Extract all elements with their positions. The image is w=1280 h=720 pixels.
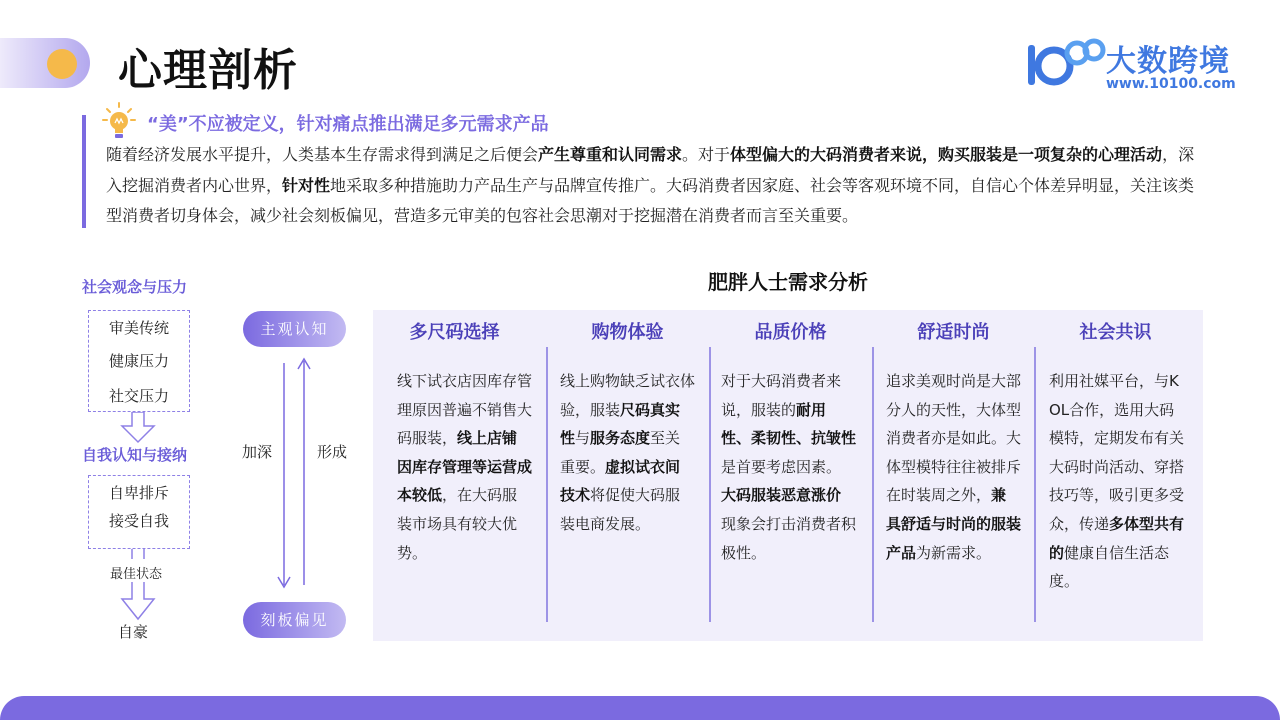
logo-name: 大数跨境 (1106, 44, 1230, 79)
column-text-part: 为新需求。 (916, 543, 992, 562)
intro-paragraph (106, 140, 1206, 232)
arrow-down-icon (278, 363, 290, 587)
social-items-box (88, 310, 190, 412)
column-text-part: 将促使大码服装电商发展。 (560, 486, 681, 533)
column-text-part: 利用社媒平台，与KOL合作，选用大码模特，定期发布有关大码时尚活动、穿搭技巧等，吸引更多受众，传递 (1049, 372, 1185, 533)
column-text-part: 是首要考虑因素。 (721, 457, 842, 476)
column-title: 多尺码选择 (409, 322, 500, 343)
column-text-bold: 服务态度 (590, 429, 651, 448)
social-item: 社交压力 (108, 387, 169, 405)
brand-logo (1024, 36, 1244, 96)
intro-accent-bar (82, 115, 86, 228)
arrow-up-icon (298, 359, 310, 585)
analysis-column (373, 310, 536, 641)
stereotype-pill: 刻板偏见 (243, 602, 346, 638)
footer-band (0, 696, 1280, 720)
arrow-down-icon (118, 412, 158, 446)
intro-text: ，深入挖掘消费者内心世界， (106, 145, 1195, 195)
column-text-part: 健康自信生活态度。 (1049, 543, 1170, 591)
column-text-part: 线上购物缺乏试衣体验，服装 (560, 372, 696, 419)
subjective-cognition-pill: 主观认知 (243, 311, 346, 347)
intro-text-bold: 针对性 (282, 175, 331, 195)
social-pressure-label: 社会观念与压力 (82, 278, 188, 296)
page-title: 心理剖析 (118, 45, 298, 96)
deepen-label: 加深 (242, 443, 273, 461)
column-text (721, 367, 856, 567)
analysis-column (1034, 310, 1197, 641)
intro-text: 随着经济发展水平提升，人类基本生存需求得到满足之后便会 (106, 145, 539, 164)
column-text-bold: 耐用性、柔韧性、抗皱性 (721, 400, 857, 448)
best-state-label: 最佳状态 (108, 563, 164, 582)
intro-text: 地采取多种措施助力产品生产与品牌宣传推广。大码消费者因家庭、社会等客观环境不同，自信心个体差异明显，关注该类型消费者切身体会，减少社会刻板偏见，营造多元审美的包容社会思潮对于挖掘潜在消费者而言至关重要。 (106, 175, 1195, 225)
column-text-part: 对于大码消费者来说，服装的 (721, 372, 842, 419)
header-decor-dot (47, 49, 77, 79)
column-text (886, 367, 1021, 567)
column-text-part: 与 (575, 429, 591, 448)
analysis-column (709, 310, 872, 641)
column-title: 购物体验 (591, 322, 664, 343)
analysis-column (872, 310, 1035, 641)
analysis-title: 肥胖人士需求分析 (708, 270, 868, 294)
form-label: 形成 (317, 443, 348, 461)
self-item: 自卑排斥 (108, 484, 169, 502)
arrow-down-icon (118, 549, 158, 623)
intro-subtitle: “美”不应被定义，针对痛点推出满足多元需求产品 (147, 114, 549, 135)
column-title: 品质价格 (754, 322, 827, 343)
vertical-arrows-diagram (270, 355, 320, 595)
analysis-column (546, 310, 709, 641)
social-item: 审美传统 (108, 319, 169, 337)
column-text-bold: 尺码真实性 (560, 400, 681, 448)
column-text (560, 367, 695, 539)
lightbulb-icon (102, 101, 136, 141)
intro-text-bold: 产生尊重和认同需求 (538, 145, 683, 164)
intro-text-bold: 体型偏大的大码消费者来说，购买服装是一项复杂的心理活动 (730, 145, 1163, 164)
logo-url: www.10100.com (1106, 76, 1236, 92)
column-text-part: 现象会打击消费者积极性。 (721, 514, 857, 562)
self-item: 接受自我 (108, 512, 169, 530)
column-text-part: ，在大码服装市场具有较大优势。 (397, 486, 518, 562)
social-item: 健康压力 (108, 352, 169, 370)
intro-text: 。对于 (682, 145, 731, 164)
column-text-part: 追求美观时尚是大部分人的天性，大体型消费者亦是如此。大体型模特往往被排斥在时装周之外， (886, 372, 1022, 505)
column-text-bold: 虚拟试衣间技术 (560, 457, 681, 505)
column-text-bold: 多体型共有的 (1049, 514, 1185, 562)
column-text-part: 线下试衣店因库存管理原因普遍不销售大码服装， (397, 372, 533, 448)
column-text (397, 367, 532, 567)
column-title: 社会共识 (1079, 322, 1152, 343)
column-text-bold: 兼具舒适与时尚的服装产品 (886, 486, 1022, 562)
column-text-bold: 大码服装恶意涨价 (721, 486, 842, 505)
logo-mark-icon (1024, 36, 1106, 92)
column-text (1049, 367, 1189, 596)
column-title: 舒适时尚 (917, 322, 990, 343)
self-items-box (88, 475, 190, 549)
column-text-part: 至关重要。 (560, 429, 681, 476)
column-text-bold: 线上店铺因库存管理等运营成本较低 (397, 429, 533, 505)
analysis-panel (373, 310, 1203, 641)
self-acceptance-label: 自我认知与接纳 (82, 446, 188, 464)
pride-label: 自豪 (118, 623, 149, 641)
